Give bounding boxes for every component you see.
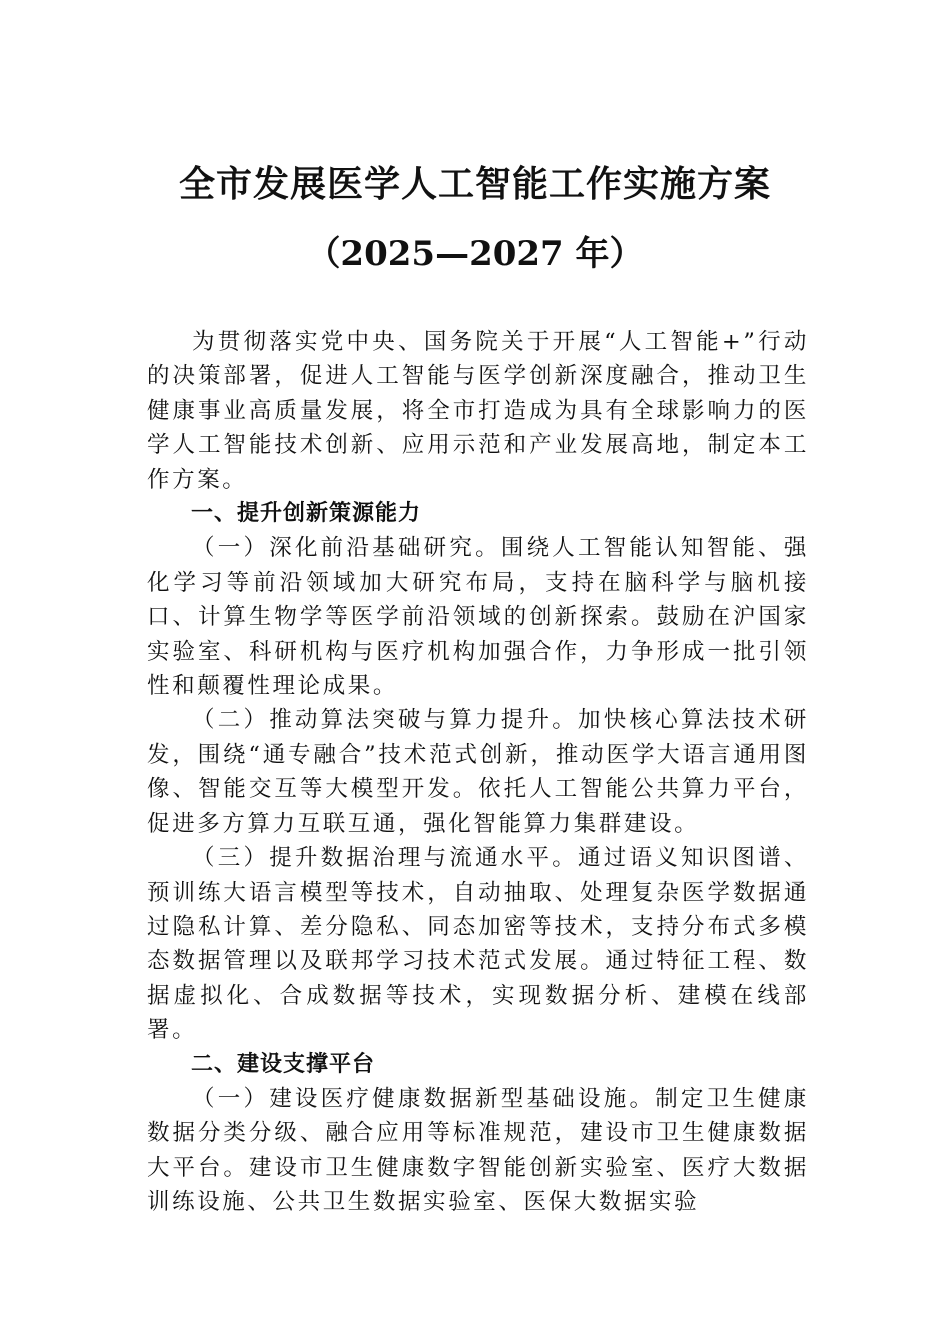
document-subtitle: （2025—2027 年） <box>306 234 644 274</box>
paragraph-text: 通过语义知识图谱、预训练大语言模型等技术，自动抽取、处理复杂医学数据通过隐私计算、差分隐私、同态加密等技术，支持分布式多模态数据管理以及联邦学习技术范式发展。通过特征工程、数据虚拟化、合成数据等技术，实现数据分析、建模在线部署。 <box>147 845 809 1044</box>
paragraph-text: 围绕人工智能认知智能、强化学习等前沿领域加大研究布局，支持在脑科学与脑机接口、计算生物学等医学前沿领域的创新探索。鼓励在沪国家实验室、科研机构与医疗机构加强合作，力争形成一批引领性和颠覆性理论成果。 <box>147 535 810 700</box>
paragraph-lead: （一）建设医疗健康数据新型基础设施。 <box>192 1085 656 1112</box>
document-body <box>147 325 809 1220</box>
paragraph-1-3 <box>147 841 809 1047</box>
section-heading-2: 二、建设支撑平台 <box>191 1051 376 1077</box>
paragraph-text: 制定卫生健康数据分类分级、融合应用等标准规范，建设市卫生健康数据大平台。建设市卫生健康数字智能创新实验室、医疗大数据训练设施、公共卫生数据实验室、医保大数据实验 <box>147 1085 809 1216</box>
paragraph-1-1 <box>147 531 809 703</box>
paragraph-lead: （二）推动算法突破与算力提升。 <box>192 707 579 734</box>
intro-paragraph: 为贯彻落实党中央、国务院关于开展“人工智能+”行动的决策部署，促进人工智能与医学创新深度融合，推动卫生健康事业高质量发展，将全市打造成为具有全球影响力的医学人工智能技术创新、应用示范和产业发展高地，制定本工作方案。 <box>147 329 809 493</box>
paragraph-lead: （三）提升数据治理与流通水平。 <box>192 845 579 872</box>
paragraph-1-2 <box>147 703 809 841</box>
paragraph-2-1 <box>147 1082 809 1220</box>
paragraph-lead: （一）深化前沿基础研究。 <box>192 535 501 562</box>
document-title: 全市发展医学人工智能工作实施方案 <box>178 163 771 205</box>
paragraph-text: 加快核心算法技术研发，围绕“通专融合”技术范式创新，推动医学大语言通用图像、智能交互等大模型开发。依托人工智能公共算力平台，促进多方算力互联互通，强化智能算力集群建设。 <box>147 707 809 837</box>
section-heading-1: 一、提升创新策源能力 <box>191 501 422 527</box>
